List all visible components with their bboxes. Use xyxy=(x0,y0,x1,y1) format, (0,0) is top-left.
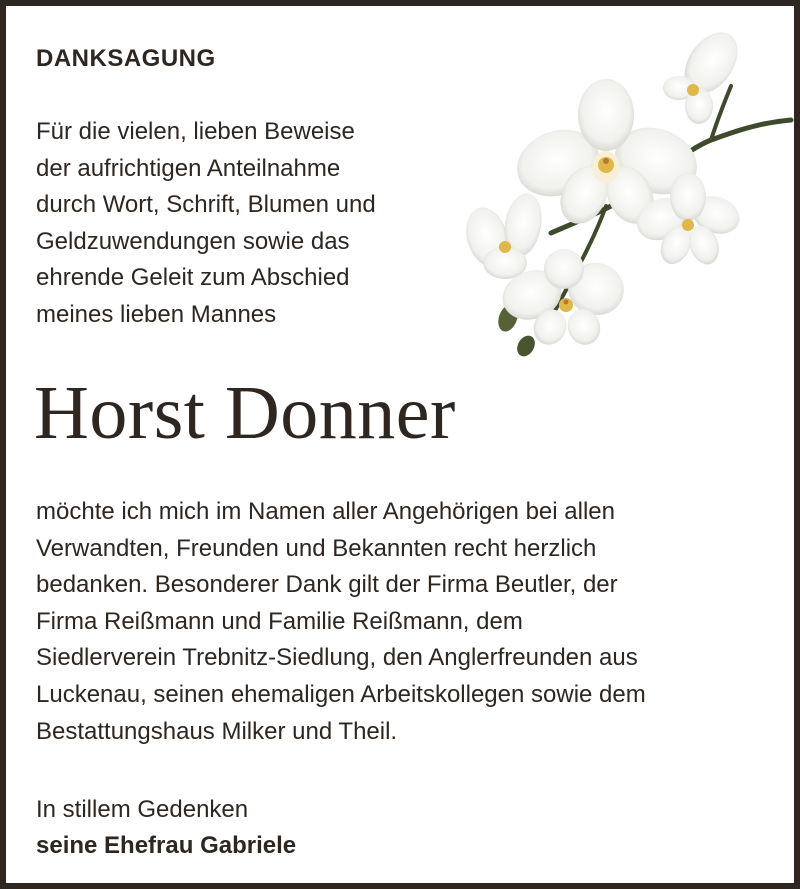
thanks-text xyxy=(36,494,646,750)
deceased-name: Horst Donner xyxy=(34,371,456,455)
thanks-line: Firma Reißmann und Familie Reißmann, dem xyxy=(36,607,523,635)
intro-text xyxy=(36,114,376,334)
thanks-line: Verwandten, Freunden und Bekannten recht herzlich xyxy=(36,534,597,562)
intro-line: Geldzuwendungen sowie das xyxy=(36,227,350,255)
thanks-line: Bestattungshaus Milker und Theil. xyxy=(36,717,398,745)
intro-line: der aufrichtigen Anteilnahme xyxy=(36,154,341,182)
notice-heading: DANKSAGUNG xyxy=(36,45,216,72)
intro-line: Für die vielen, lieben Beweise xyxy=(36,118,355,145)
intro-line: meines lieben Mannes xyxy=(36,300,277,328)
thanks-line: möchte ich mich im Namen aller Angehörigen bei allen xyxy=(36,498,615,525)
signature: seine Ehefrau Gabriele xyxy=(36,832,297,859)
closing-phrase: In stillem Gedenken xyxy=(36,796,249,823)
white-orchid-icon xyxy=(456,28,796,368)
thanks-line: Siedlerverein Trebnitz-Siedlung, den Anglerfreunden aus xyxy=(36,644,638,672)
intro-line: ehrende Geleit zum Abschied xyxy=(36,264,350,292)
intro-line: durch Wort, Schrift, Blumen und xyxy=(36,191,376,219)
thanks-line: bedanken. Besonderer Dank gilt der Firma Beutler, der xyxy=(36,571,618,599)
closing-block xyxy=(36,792,296,864)
thanks-line: Luckenau, seinen ehemaligen Arbeitskollegen sowie dem xyxy=(36,680,646,708)
